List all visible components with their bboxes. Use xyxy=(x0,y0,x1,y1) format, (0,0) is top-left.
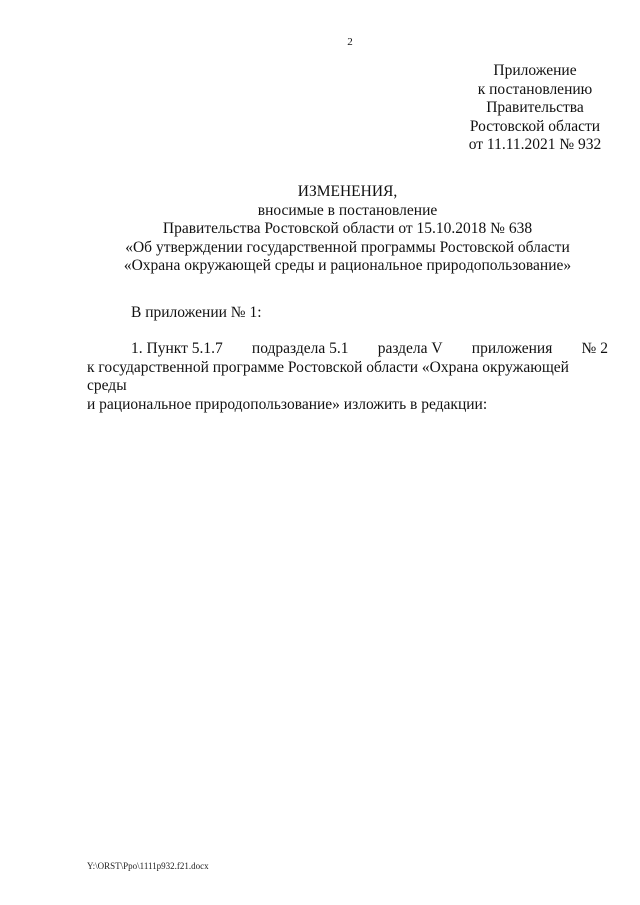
paragraph-1-line-2: к государственной программе Ростовской области «Охрана окружающей среды xyxy=(87,358,569,394)
title-line: «Об утверждении государственной программы Ростовской области xyxy=(125,238,570,256)
approval-line: Приложение xyxy=(493,62,577,79)
approval-line: к постановлению xyxy=(477,80,593,98)
para-word: № 2 xyxy=(581,340,608,357)
page-number: 2 xyxy=(347,36,353,48)
title-line: вносимые в постановление xyxy=(257,201,438,219)
title-line: «Охрана окружающей среды и рациональное природопользование» xyxy=(123,257,572,274)
title-line: Правительства Ростовской области от 15.10.2018 № 638 xyxy=(162,220,533,237)
approval-line: от 11.11.2021 № 932 xyxy=(468,136,602,153)
approval-line: Ростовской области xyxy=(469,117,601,135)
document-title xyxy=(87,183,608,276)
para-word: подраздела 5.1 xyxy=(251,340,349,357)
footer-file-path: Y:\ORST\Ppo\1111p932.f21.docx xyxy=(87,861,209,871)
intro-paragraph: В приложении № 1: xyxy=(131,304,262,321)
para-word: раздела V xyxy=(377,340,443,357)
approval-line: Правительства xyxy=(486,99,584,116)
paragraph-1-line-3: и рациональное природопользование» изложить в редакции: xyxy=(87,395,488,413)
title-line: ИЗМЕНЕНИЯ, xyxy=(297,183,398,200)
approval-block xyxy=(430,62,640,155)
paragraph-1-first-line xyxy=(87,340,608,359)
para-word: 1. Пункт 5.1.7 xyxy=(131,340,223,357)
paragraph-1 xyxy=(87,340,608,414)
para-word: приложения xyxy=(471,340,553,357)
